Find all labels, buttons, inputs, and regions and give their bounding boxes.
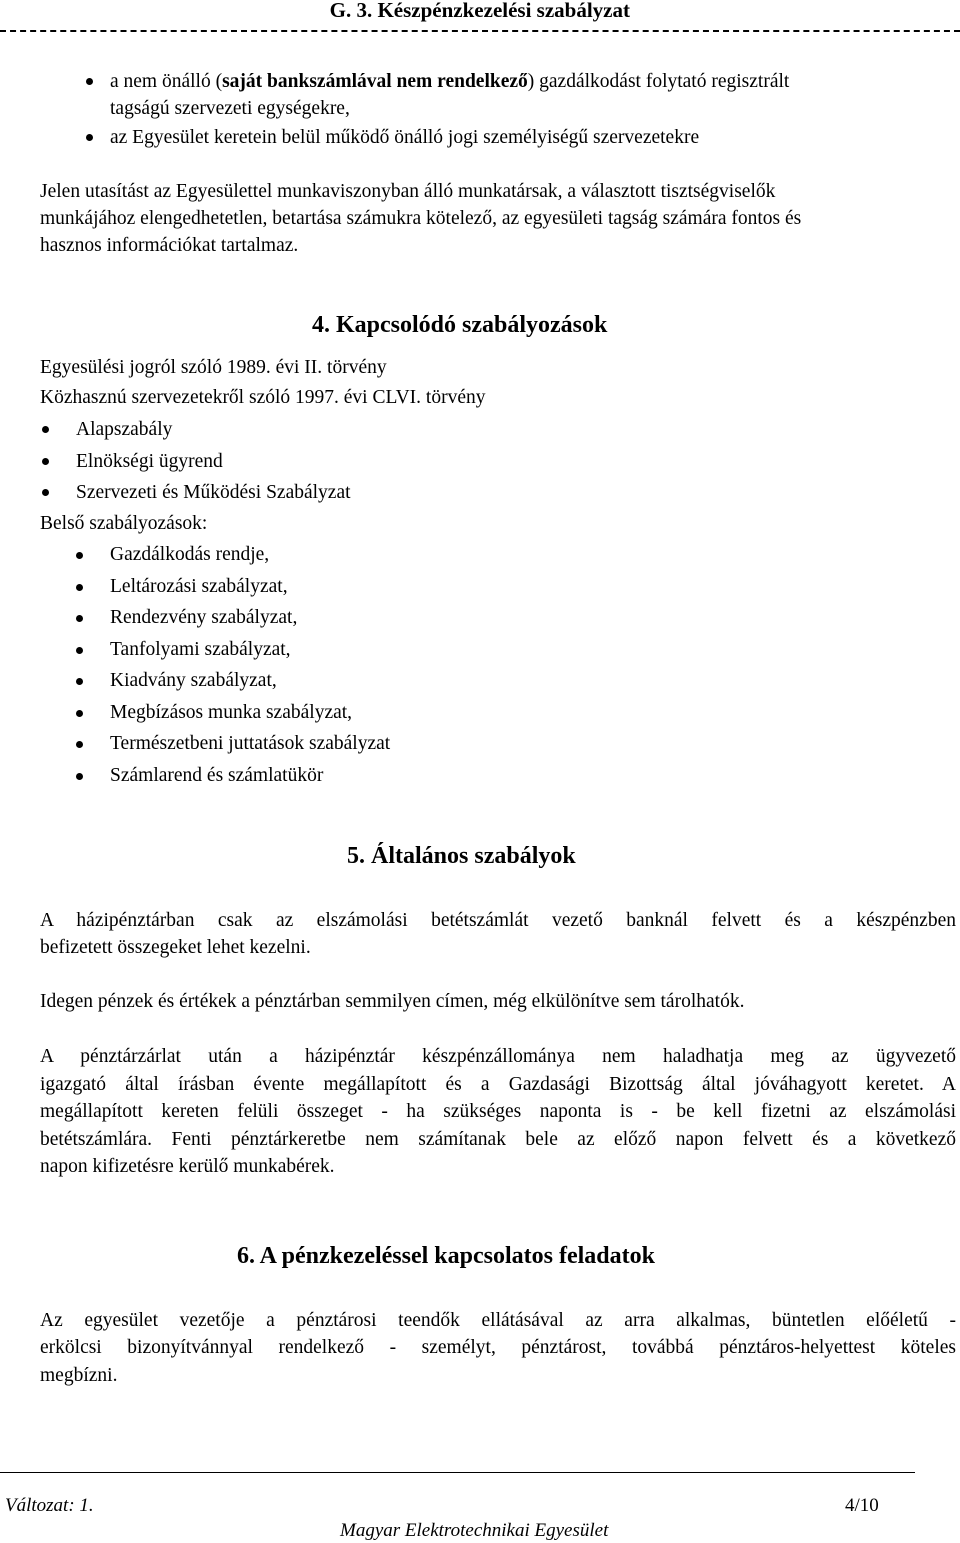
internal-item-3: Rendezvény szabályzat, bbox=[110, 607, 298, 628]
footer-version: Változat: 1. bbox=[5, 1495, 94, 1516]
bullet-icon bbox=[42, 489, 49, 496]
bullet-icon bbox=[42, 458, 49, 465]
bullet-icon bbox=[76, 741, 83, 748]
section6-heading: 6. A pénzkezeléssel kapcsolatos feladatok bbox=[237, 1243, 655, 1269]
bullet-icon bbox=[76, 615, 83, 622]
section5-p3-line4: betétszámlára. Fenti pénztárkeretbe nem számítanak bele az előző napon felvett és a következő bbox=[40, 1129, 956, 1150]
intro-paragraph-line3: hasznos információkat tartalmaz. bbox=[40, 235, 299, 256]
section6-p1-line1: Az egyesület vezetője a pénztárosi teendők ellátásával az arra alkalmas, büntetlen előéletű - bbox=[40, 1310, 956, 1331]
bullet-icon bbox=[86, 78, 93, 85]
section5-p1-line1: A házipénztárban csak az elszámolási betétszámlát vezető banknál felvett és a készpénzben bbox=[40, 910, 956, 931]
section5-heading: 5. Általános szabályok bbox=[347, 843, 576, 869]
bullet-icon bbox=[76, 552, 83, 559]
internal-item-4: Tanfolyami szabályzat, bbox=[110, 639, 291, 660]
intro-bullet-2: az Egyesület keretein belül működő önálló jogi személyiségű szervezetekre bbox=[110, 127, 700, 148]
internal-item-6: Megbízásos munka szabályzat, bbox=[110, 702, 353, 723]
section5-p3-line2: igazgató által írásban évente megállapított és a Gazdasági Bizottság által jóváhagyott keretet. A bbox=[40, 1074, 956, 1095]
section5-p2: Idegen pénzek és értékek a pénztárban semmilyen címen, még elkülönítve sem tárolhatók. bbox=[40, 991, 745, 1012]
section5-p3-line5: napon kifizetésre kerülő munkabérek. bbox=[40, 1156, 335, 1177]
internal-item-8: Számlarend és számlatükör bbox=[110, 765, 324, 786]
intro-bullet-1-line1: a nem önálló (saját bankszámlával nem rendelkező) gazdálkodást folytató regisztrált bbox=[110, 71, 790, 92]
bullet-icon bbox=[42, 426, 49, 433]
footer-organization: Magyar Elektrotechnikai Egyesület bbox=[340, 1520, 609, 1541]
section4-heading: 4. Kapcsolódó szabályozások bbox=[312, 312, 608, 338]
page-header-title: G. 3. Készpénzkezelési szabályzat bbox=[329, 0, 630, 22]
document-item-3: Szervezeti és Működési Szabályzat bbox=[76, 482, 351, 503]
law-item-2: Közhasznú szervezetekről szóló 1997. évi CLVI. törvény bbox=[40, 387, 486, 408]
header-divider bbox=[0, 30, 960, 32]
internal-item-5: Kiadvány szabályzat, bbox=[110, 670, 277, 691]
bullet-icon bbox=[86, 134, 93, 141]
document-item-1: Alapszabály bbox=[76, 419, 173, 440]
law-item-1: Egyesülési jogról szóló 1989. évi II. törvény bbox=[40, 357, 387, 378]
bullet-icon bbox=[76, 647, 83, 654]
bullet-icon bbox=[76, 678, 83, 685]
intro-bullet-1-line2: tagságú szervezeti egységekre, bbox=[110, 98, 350, 119]
section6-p1-line3: megbízni. bbox=[40, 1365, 118, 1386]
bullet-icon bbox=[76, 710, 83, 717]
document-item-2: Elnökségi ügyrend bbox=[76, 451, 223, 472]
section5-p3-line3: megállapított kereten felüli összeget - ha szükséges naponta is - be kell fizetni az elszámolási bbox=[40, 1101, 956, 1122]
intro-paragraph-line1: Jelen utasítást az Egyesülettel munkaviszonyban álló munkatársak, a választott tisztségviselők bbox=[40, 181, 776, 202]
section6-p1-line2: erkölcsi bizonyítvánnyal rendelkező - személyt, pénztárost, továbbá pénztáros-helyettest köteles bbox=[40, 1337, 956, 1358]
internal-item-2: Leltározási szabályzat, bbox=[110, 576, 288, 597]
bullet-icon bbox=[76, 773, 83, 780]
section5-p3-line1: A pénztárzárlat után a házipénztár készpénzállománya nem haladhatja meg az ügyvezető bbox=[40, 1046, 956, 1067]
footer-page-number: 4/10 bbox=[845, 1495, 879, 1516]
footer-divider bbox=[0, 1472, 915, 1473]
internal-item-7: Természetbeni juttatások szabályzat bbox=[110, 733, 391, 754]
section5-p1-line2: befizetett összegeket lehet kezelni. bbox=[40, 937, 311, 958]
internal-regulations-label: Belső szabályozások: bbox=[40, 513, 208, 534]
intro-paragraph-line2: munkájához elengedhetetlen, betartása számukra kötelező, az egyesületi tagság számára fontos és bbox=[40, 208, 802, 229]
bullet-icon bbox=[76, 584, 83, 591]
internal-item-1: Gazdálkodás rendje, bbox=[110, 544, 270, 565]
